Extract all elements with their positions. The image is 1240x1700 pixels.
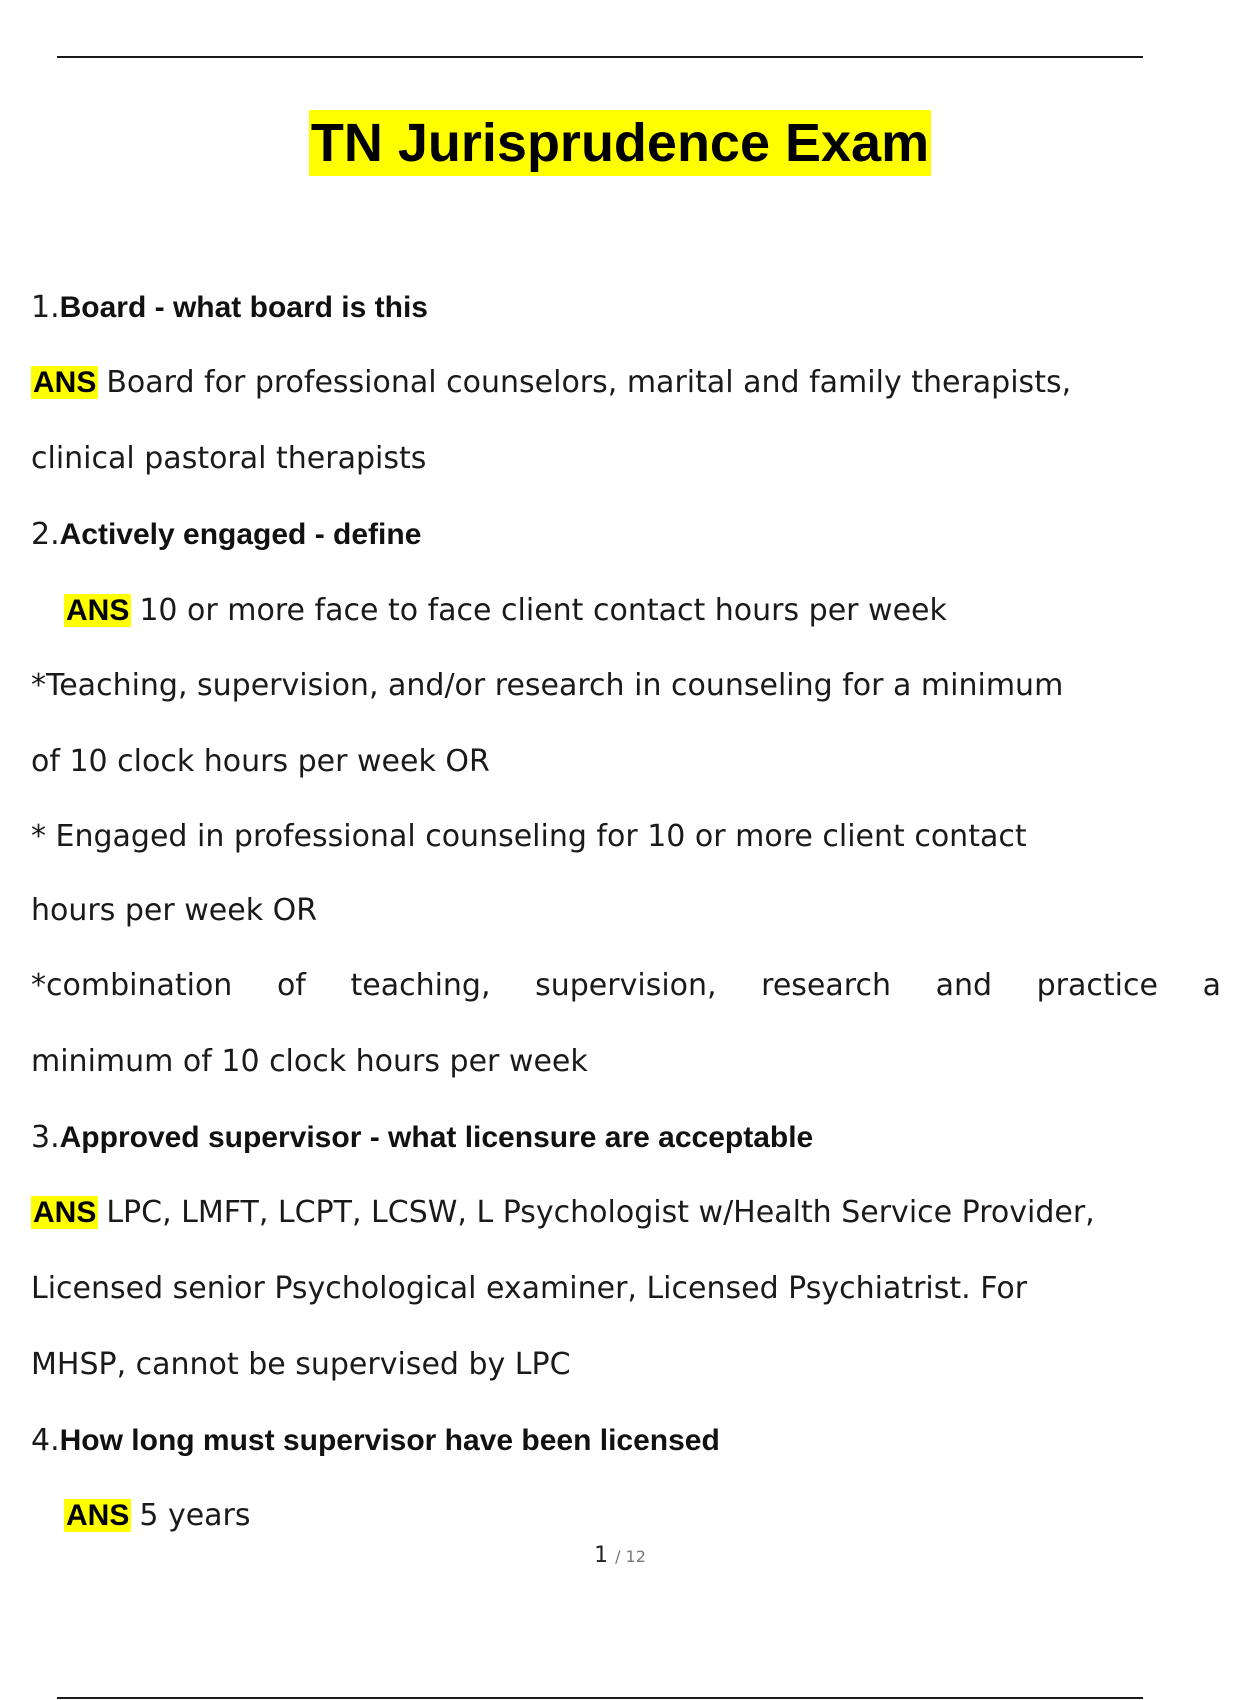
answer-2-bullet-2-line-1: * Engaged in professional counseling for 10 or more client contact	[31, 819, 1027, 854]
answer-text: LPC, LMFT, LCPT, LCSW, L Psychologist w/Health Service Provider,	[106, 1195, 1095, 1230]
word: teaching,	[350, 968, 491, 1003]
page-indicator	[0, 1543, 1240, 1568]
question-number: 4.	[31, 1423, 60, 1458]
question-2	[31, 515, 421, 555]
question-4	[31, 1421, 720, 1461]
title-container	[0, 110, 1240, 176]
top-rule	[57, 56, 1143, 58]
ans-label: ANS	[66, 1499, 130, 1532]
question-number: 2.	[31, 517, 60, 552]
answer-3-line-2: Licensed senior Psychological examiner, Licensed Psychiatrist. For	[31, 1271, 1028, 1306]
answer-2-bullet-3-line-1	[31, 966, 1221, 1006]
ans-label: ANS	[33, 366, 97, 399]
answer-text: 10 or more face to face client contact hours per week	[139, 593, 947, 628]
ans-label: ANS	[66, 594, 130, 627]
answer-2-bullet-1-line-1: *Teaching, supervision, and/or research in counseling for a minimum	[31, 668, 1064, 703]
question-text: Actively engaged - define	[59, 518, 422, 551]
question-text: How long must supervisor have been licensed	[59, 1424, 720, 1457]
answer-1-line-1	[31, 363, 1071, 403]
answer-3-line-3: MHSP, cannot be supervised by LPC	[31, 1347, 571, 1382]
question-3	[31, 1118, 813, 1158]
answer-2-bullet-1-line-2: of 10 clock hours per week OR	[31, 744, 490, 779]
word: *combination	[31, 968, 233, 1003]
answer-2-bullet-3-line-2: minimum of 10 clock hours per week	[31, 1044, 588, 1079]
ans-label: ANS	[33, 1196, 97, 1229]
answer-text: 5 years	[139, 1498, 251, 1533]
answer-2-line-1	[64, 591, 947, 631]
current-page: 1	[594, 1543, 609, 1568]
word: supervision,	[535, 968, 717, 1003]
document-title: TN Jurisprudence Exam	[309, 110, 931, 176]
answer-text: Board for professional counselors, marital and family therapists,	[106, 365, 1072, 400]
question-text: Approved supervisor - what licensure are acceptable	[59, 1121, 814, 1154]
answer-1-line-2: clinical pastoral therapists	[31, 441, 427, 476]
word: a	[1202, 968, 1221, 1003]
question-number: 1.	[31, 290, 60, 325]
word: of	[276, 968, 306, 1003]
question-number: 3.	[31, 1120, 60, 1155]
word: practice	[1036, 968, 1158, 1003]
answer-3-line-1	[31, 1193, 1095, 1233]
answer-2-bullet-2-line-2: hours per week OR	[31, 893, 318, 928]
bottom-rule	[57, 1697, 1143, 1699]
word: research	[761, 968, 891, 1003]
question-1	[31, 288, 428, 328]
total-pages: / 12	[615, 1547, 646, 1566]
word: and	[935, 968, 993, 1003]
question-text: Board - what board is this	[59, 291, 428, 324]
answer-4-line-1	[64, 1496, 251, 1536]
